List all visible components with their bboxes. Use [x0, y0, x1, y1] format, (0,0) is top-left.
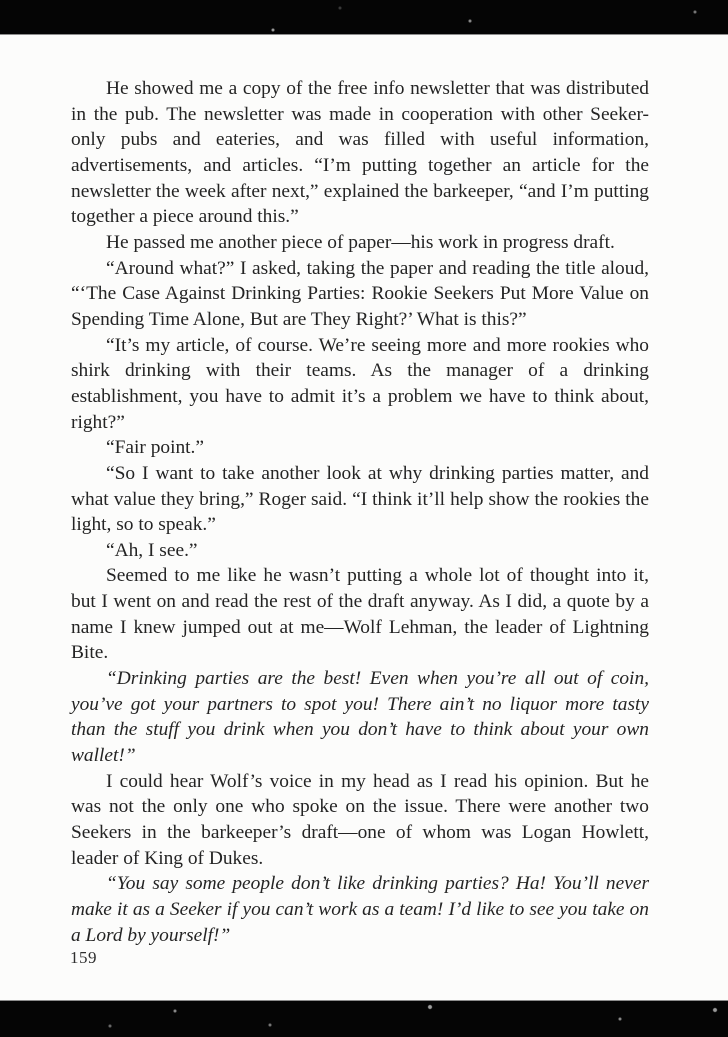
paragraph-narration: Seemed to me like he wasn’t putting a whole lot of thought into it, but I went on and read the rest of the draft anyway. As I did, a quote by a name I knew jumped out at me—Wolf Lehman, the leader of Lightning Bite.: [71, 565, 649, 664]
paragraph-dialogue: “Ah, I see.”: [106, 539, 198, 561]
body-text: [71, 76, 649, 948]
paragraph-dialogue: “Around what?” I asked, taking the paper and reading the title aloud, “‘The Case Against Drinking Parties: Rookie Seekers Put More Value on Spending Time Alone, But are They Right?’ What is this?”: [71, 257, 649, 330]
paragraph-dialogue: “Fair point.”: [106, 437, 205, 459]
paragraph-quote-logan: “You say some people don’t like drinking parties? Ha! You’ll never make it as a Seeker if you can’t work as a team! I’d like to see you take on a Lord by yourself!”: [71, 873, 649, 946]
page-number: 159: [70, 948, 97, 967]
paragraph-dialogue: “It’s my article, of course. We’re seeing more and more rookies who shirk drinking with their teams. As the manager of a drinking establishment, you have to admit it’s a problem we have to think about, right?”: [71, 334, 649, 433]
paragraph-narration: He passed me another piece of paper—his work in progress draft.: [106, 231, 615, 253]
scan-border-top: [0, 0, 728, 34]
paragraph-quote-wolf: “Drinking parties are the best! Even when you’re all out of coin, you’ve got your partners to spot you! There ain’t no liquor more tasty than the stuff you drink when you don’t have to think about your own wallet!”: [71, 668, 649, 767]
paragraph-narration: He showed me a copy of the free info newsletter that was distributed in the pub. The newsletter was made in cooperation with other Seeker-only pubs and eateries, and was filled with useful information, advertisements, and articles. “I’m putting together an article for the newsletter the week after next,” explained the barkeeper, “and I’m putting together a piece around this.”: [71, 78, 649, 228]
paragraph-narration: I could hear Wolf’s voice in my head as I read his opinion. But he was not the only one who spoke on the issue. There were another two Seekers in the barkeeper’s draft—one of whom was Logan Howlett, leader of King of Dukes.: [71, 770, 649, 869]
paragraph-dialogue: “So I want to take another look at why drinking parties matter, and what value they bring,” Roger said. “I think it’ll help show the rookies the light, so to speak.”: [71, 462, 649, 536]
scan-border-bottom: [0, 1001, 728, 1037]
book-page: [0, 34, 728, 1001]
